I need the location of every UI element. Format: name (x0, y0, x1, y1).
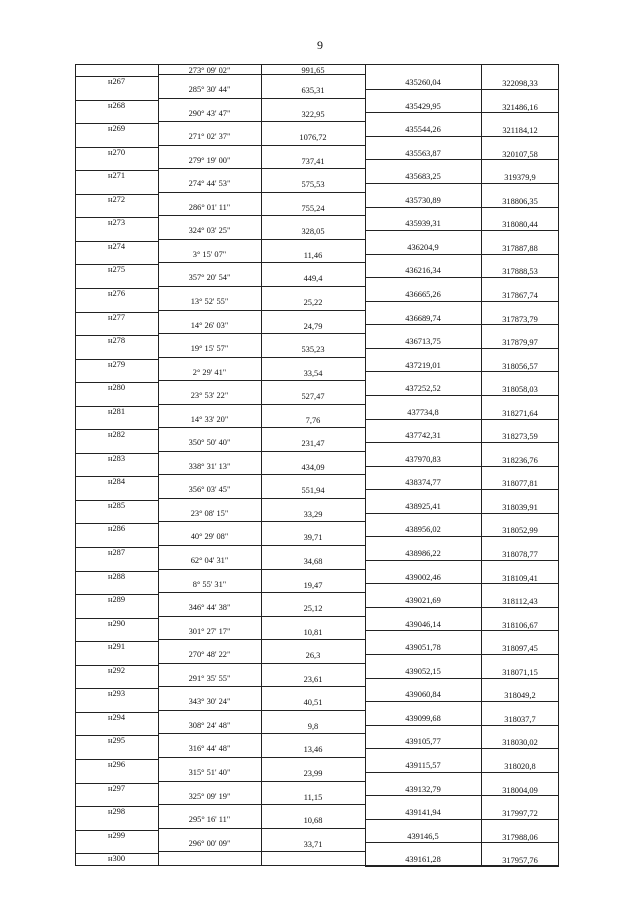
table-row-line (158, 286, 365, 287)
segment-angle: 14° 33' 20" (190, 414, 229, 424)
segment-angle: 279° 19' 00" (188, 155, 231, 165)
table-row-line (158, 168, 365, 169)
coordinate-y: 320107,58 (502, 149, 538, 159)
coordinate-y: 318037,7 (504, 714, 536, 724)
coordinate-y: 319379,9 (504, 173, 536, 183)
point-label: н281 (107, 406, 126, 416)
segment-angle: 343° 30' 24" (188, 697, 231, 707)
segment-distance: 23,99 (303, 769, 323, 778)
coordinate-y: 318052,99 (502, 526, 538, 536)
coordinate-y: 317957,76 (502, 856, 538, 866)
coordinate-y: 318080,44 (502, 220, 538, 230)
segment-distance: 755,24 (301, 203, 325, 213)
point-label: н276 (107, 289, 126, 298)
point-label: н267 (107, 77, 126, 86)
segment-distance: 7,76 (305, 415, 321, 425)
point-label: н292 (107, 665, 126, 675)
coordinate-x: 439051,78 (405, 643, 441, 653)
point-label: н291 (107, 642, 126, 652)
coordinate-y: 318058,03 (502, 385, 538, 395)
segment-distance: 33,29 (303, 509, 323, 519)
coordinate-x: 439146,5 (407, 831, 439, 841)
coordinate-x: 436216,34 (405, 266, 441, 276)
page-number: 9 (317, 38, 323, 52)
table-row-line (158, 851, 365, 852)
point-label: н293 (107, 689, 126, 699)
coordinate-y: 318273,59 (502, 432, 538, 442)
segment-distance: 449,4 (303, 274, 323, 284)
coordinate-y: 317988,06 (502, 832, 538, 842)
segment-angle: 316° 44' 48" (188, 744, 231, 754)
segment-angle: 2° 29' 41" (192, 367, 227, 377)
table-row-line (158, 804, 365, 805)
coordinate-x: 435563,87 (405, 148, 441, 158)
coordinate-x: 439002,46 (405, 572, 441, 582)
coordinate-x: 436689,74 (405, 313, 441, 323)
coordinate-y: 318056,57 (502, 361, 538, 371)
table-row-line (158, 121, 365, 122)
segment-angle: 8° 55' 31" (192, 579, 227, 589)
point-label: н278 (107, 336, 126, 346)
segment-distance: 10,81 (303, 627, 323, 637)
table-row-line (158, 710, 365, 711)
segment-angle: 3° 15' 07" (192, 249, 227, 259)
segment-distance: 737,41 (301, 156, 325, 166)
coordinate-x: 439105,77 (405, 737, 441, 747)
segment-distance: 23,61 (303, 674, 323, 684)
segment-angle: 291° 35' 55" (188, 673, 231, 683)
coordinate-y: 318049,2 (504, 691, 536, 701)
coordinate-y: 317997,72 (502, 809, 538, 819)
segment-distance: 40,51 (303, 698, 323, 708)
segment-distance: 34,68 (303, 557, 323, 566)
coordinate-y: 318097,45 (502, 644, 538, 654)
coordinate-y: 322098,33 (502, 79, 538, 88)
coordinate-y: 318020,8 (504, 762, 536, 771)
table-row-line (158, 333, 365, 334)
segment-distance: 26,3 (305, 651, 321, 661)
table-row-line (158, 639, 365, 640)
table-row-line (158, 427, 365, 428)
table-row-line (158, 569, 365, 570)
point-label: н271 (107, 171, 126, 181)
point-label: н290 (107, 618, 126, 628)
segment-distance: 434,09 (301, 462, 325, 472)
segment-angle: 14° 26' 03" (190, 320, 229, 330)
coordinate-x: 436204,9 (407, 242, 439, 252)
segment-angle: 315° 51' 40" (188, 768, 231, 777)
coordinate-x: 436713,75 (405, 337, 441, 347)
coordinate-y: 318109,41 (502, 573, 538, 583)
coordinate-x: 435260,04 (405, 78, 441, 87)
segment-angle: 301° 27' 17" (188, 626, 231, 636)
coordinate-y: 317879,97 (502, 338, 538, 348)
point-label: н289 (107, 595, 126, 605)
coordinate-y: 317887,88 (502, 243, 538, 253)
coordinate-x: 439099,68 (405, 713, 441, 723)
segment-distance: 328,05 (301, 227, 325, 237)
coordinate-y: 318030,02 (502, 738, 538, 748)
point-label: н297 (107, 783, 126, 793)
coordinate-x: 438374,77 (405, 478, 441, 488)
segment-distance: 33,54 (303, 368, 323, 378)
segment-angle: 40° 29' 08" (190, 532, 229, 542)
point-label: н270 (107, 147, 126, 157)
coordinate-y: 318078,77 (502, 550, 538, 559)
segment-distance: 9,8 (307, 721, 319, 731)
table-row-line (158, 262, 365, 263)
coordinate-x: 437219,01 (405, 360, 441, 370)
segment-distance: 11,46 (303, 250, 323, 260)
point-label: н272 (107, 194, 126, 204)
segment-distance: 10,68 (303, 816, 323, 826)
table-row-line (158, 498, 365, 499)
point-label: н279 (107, 359, 126, 369)
coordinate-y: 318112,43 (502, 597, 538, 607)
table-row-line (158, 404, 365, 405)
segment-distance: 13,46 (303, 745, 323, 755)
segment-angle: 338° 31' 13" (188, 461, 231, 471)
segment-angle: 356° 03' 45" (188, 485, 231, 495)
segment-angle: 23° 08' 15" (190, 508, 229, 518)
coordinate-x: 435683,25 (405, 172, 441, 182)
coordinate-x: 437252,52 (405, 384, 441, 394)
segment-angle: 270° 48' 22" (188, 650, 231, 660)
segment-distance: 322,95 (301, 109, 325, 119)
segment-distance: 39,71 (303, 533, 323, 543)
point-label: н296 (107, 760, 126, 769)
coordinate-x: 438925,41 (405, 501, 441, 511)
table-row-line (158, 757, 365, 758)
table-row-line (158, 781, 365, 782)
point-label: н277 (107, 312, 126, 322)
segment-angle: 274° 44' 53" (188, 179, 231, 189)
point-label: н273 (107, 218, 126, 228)
segment-angle: 346° 44' 38" (188, 603, 231, 613)
coordinate-x: 437734,8 (407, 407, 439, 417)
coordinate-x: 435544,26 (405, 125, 441, 135)
coordinate-y: 318004,09 (502, 785, 538, 795)
coordinate-y: 318271,64 (502, 408, 538, 418)
table-row-line (158, 98, 365, 99)
coordinate-y: 318106,67 (502, 620, 538, 630)
table-row-line (158, 828, 365, 829)
table-row-line (158, 74, 365, 75)
table-row-line (158, 663, 365, 664)
point-label: н285 (107, 500, 126, 510)
coordinate-x: 438956,02 (405, 525, 441, 535)
coordinate-y: 318077,81 (502, 479, 538, 489)
point-label: н288 (107, 571, 126, 581)
segment-distance: 11,15 (303, 792, 323, 802)
segment-angle: 19° 15' 57" (190, 344, 229, 354)
segment-distance: 25,22 (303, 298, 323, 307)
table-row-line (158, 616, 365, 617)
coordinate-x: 437742,31 (405, 431, 441, 441)
segment-distance: 24,79 (303, 321, 323, 331)
segment-distance: 551,94 (301, 486, 325, 496)
point-label: н269 (107, 124, 126, 134)
point-label: н280 (107, 383, 126, 393)
table-row-line (158, 215, 365, 216)
table-row-line (158, 474, 365, 475)
coordinate-y: 318806,35 (502, 196, 538, 206)
coordinate-x: 439046,14 (405, 619, 441, 629)
coordinate-x: 439060,84 (405, 690, 441, 700)
segment-angle: 357° 20' 54" (188, 273, 231, 283)
segment-angle: 324° 03' 25" (188, 226, 231, 236)
segment-angle: 350° 50' 40" (188, 438, 231, 448)
coordinate-x: 435730,89 (405, 195, 441, 205)
segment-angle: 286° 01' 11" (188, 202, 231, 212)
coordinate-x: 435429,95 (405, 101, 441, 111)
segment-angle: 295° 16' 11" (188, 815, 231, 825)
coordinate-y: 321184,12 (502, 126, 538, 136)
coordinate-y: 321486,16 (502, 102, 538, 112)
point-label: н300 (107, 854, 126, 864)
point-label: н283 (107, 453, 126, 463)
point-label: н294 (107, 712, 126, 722)
coordinate-y: 318236,76 (502, 455, 538, 465)
segment-angle: 13° 52' 55" (190, 297, 229, 306)
coordinate-x: 436665,26 (405, 290, 441, 299)
point-label: н299 (107, 830, 126, 840)
segment-angle: 62° 04' 31" (190, 556, 229, 565)
point-label: н284 (107, 477, 126, 487)
point-label: н286 (107, 524, 126, 534)
table-row-line (158, 310, 365, 311)
coordinate-y: 317867,74 (502, 291, 538, 300)
coordinate-y: 317873,79 (502, 314, 538, 324)
table-row-line (158, 686, 365, 687)
point-label: н295 (107, 736, 126, 746)
segment-distance: 33,71 (303, 839, 323, 849)
segment-distance: 231,47 (301, 439, 325, 449)
table-row-line (158, 733, 365, 734)
table-row-line (158, 592, 365, 593)
segment-angle: 273° 09' 02" (188, 66, 231, 75)
point-label: н282 (107, 430, 126, 440)
table-row-line (158, 545, 365, 546)
table-row-line (158, 380, 365, 381)
segment-angle: 285° 30' 44" (188, 85, 231, 94)
coordinate-x: 439021,69 (405, 596, 441, 606)
coordinate-x: 439161,28 (405, 855, 441, 865)
segment-distance: 1076,72 (299, 133, 327, 143)
coordinate-x: 439052,15 (405, 666, 441, 676)
coordinate-x: 439115,57 (405, 761, 441, 770)
point-label: н268 (107, 100, 126, 110)
table-row-line (158, 357, 365, 358)
segment-angle: 290° 43' 47" (188, 108, 231, 118)
segment-angle: 325° 09' 19" (188, 791, 231, 801)
segment-distance: 25,12 (303, 604, 323, 614)
coordinate-y: 318039,91 (502, 502, 538, 512)
point-label: н298 (107, 807, 126, 817)
point-label: н274 (107, 241, 126, 251)
segment-distance: 19,47 (303, 580, 323, 590)
coordinate-y: 317888,53 (502, 267, 538, 277)
coordinate-x: 439132,79 (405, 784, 441, 794)
coordinate-x: 437970,83 (405, 454, 441, 464)
table-row-line (158, 192, 365, 193)
segment-distance: 527,47 (301, 392, 325, 402)
segment-angle: 271° 02' 37" (188, 132, 231, 142)
coordinate-x: 439141,94 (405, 808, 441, 818)
coordinate-x: 438986,22 (405, 549, 441, 558)
coordinates-table (75, 64, 559, 866)
coordinate-x: 435939,31 (405, 219, 441, 229)
segment-distance: 535,23 (301, 345, 325, 355)
segment-angle: 308° 24' 48" (188, 720, 231, 730)
coordinate-y: 318071,15 (502, 667, 538, 677)
point-label: н287 (107, 548, 126, 557)
segment-angle: 23° 53' 22" (190, 391, 229, 401)
table-row-line (158, 239, 365, 240)
table-top-border (75, 64, 559, 65)
point-label: н275 (107, 265, 126, 275)
table-row-line (158, 521, 365, 522)
segment-angle: 296° 00' 09" (188, 838, 231, 848)
segment-distance: 991,65 (301, 66, 325, 75)
table-row-line (158, 451, 365, 452)
segment-distance: 575,53 (301, 180, 325, 190)
table-row-line (158, 145, 365, 146)
segment-distance: 635,31 (301, 86, 325, 95)
